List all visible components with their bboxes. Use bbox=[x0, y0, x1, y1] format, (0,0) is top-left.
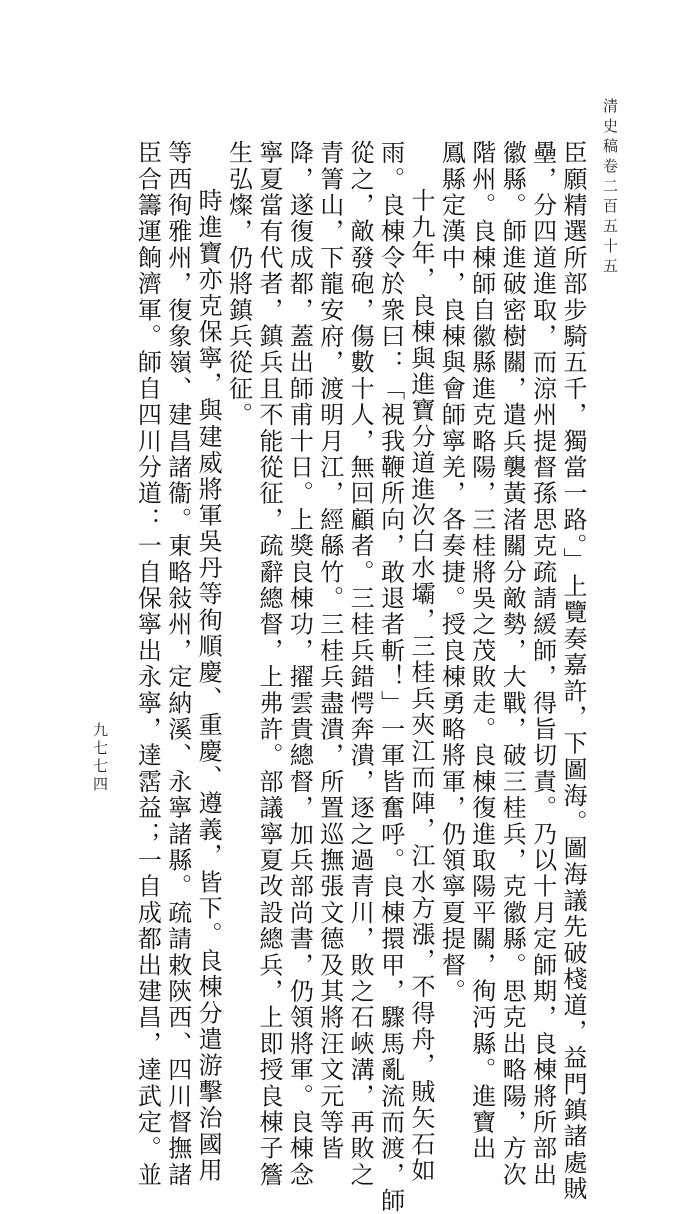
text-column: 臣願精選所部步騎五千，獨當一路。」上覽奏嘉許，下圖海。圖海議先破棧道，益門鎮諸處賊 bbox=[559, 140, 587, 1203]
text-column: 鳳縣定漢中，良棟與會師寧羌，各奏捷。授良棟勇略將軍，仍領寧夏提督。 bbox=[437, 140, 466, 1005]
text-column: 時進寶亦克保寧，與建威將軍吳丹等徇順慶、重慶、遵義，皆下。良棟分遣游擊治國用 bbox=[194, 188, 223, 1184]
text-column: 雨。良棟令於衆曰：「視我鞭所向，敢退者斬！」一軍皆奮呼。良棟擐甲，驟馬亂流而渡，師 bbox=[376, 140, 405, 1214]
text-column: 降，遂復成都，蓋出師甫十日。上獎良棟功，擢雲貴總督，加兵部尚書，仍領將軍。良棟念 bbox=[285, 140, 314, 1188]
text-column: 青箐山，下龍安府，渡明月江，經緜竹。三桂兵盡潰，所置巡撫張文德及其將汪文元等皆 bbox=[315, 140, 344, 1162]
text-column: 寧夏當有代者，鎮兵且不能從征，疏辭總督，上弗許。部議寧夏改設總兵，上即授良棟子簷 bbox=[254, 140, 283, 1188]
page-number: 九七七四 bbox=[91, 722, 109, 794]
text-column: 徽縣。師進破密樹關，遣兵襲黃渚關分敵勢，大戰，破三桂兵，克徽縣。思克出略陽，方次 bbox=[498, 140, 527, 1188]
text-column: 等西徇雅州，復象嶺、建昌諸衞。東略敍州，定納溪、永寧諸縣。疏請敕陝西、四川督撫諸 bbox=[163, 140, 192, 1188]
text-column: 臣合籌運餉濟軍。師自四川分道：一自保寧出永寧，達霑益；一自成都出建昌，達武定。並 bbox=[133, 140, 162, 1188]
body-text bbox=[133, 140, 588, 1214]
text-column: 十九年，良棟與進寶分道進次白水壩，三桂兵夾江而陣，江水方漲，不得舟，賊矢石如 bbox=[406, 188, 435, 1184]
text-column: 生弘燦，仍將鎮兵從征。 bbox=[224, 140, 253, 429]
running-header: 清史稿卷二百五十五 bbox=[601, 98, 619, 278]
text-column: 從之，敵發砲，傷數十人，無回顧者。三桂兵錯愕奔潰，逐之過青川，敗之石峽溝，再敗之 bbox=[346, 140, 375, 1188]
text-column: 階州。良棟師自徽縣進克略陽，三桂將吳之茂敗走。良棟復進取陽平關，徇沔縣。進寶出 bbox=[467, 140, 496, 1162]
text-column: 壘，分四道進取，而涼州提督孫思克疏請緩師，得旨切責。乃以十月定師期，良棟將所部出 bbox=[528, 140, 557, 1188]
